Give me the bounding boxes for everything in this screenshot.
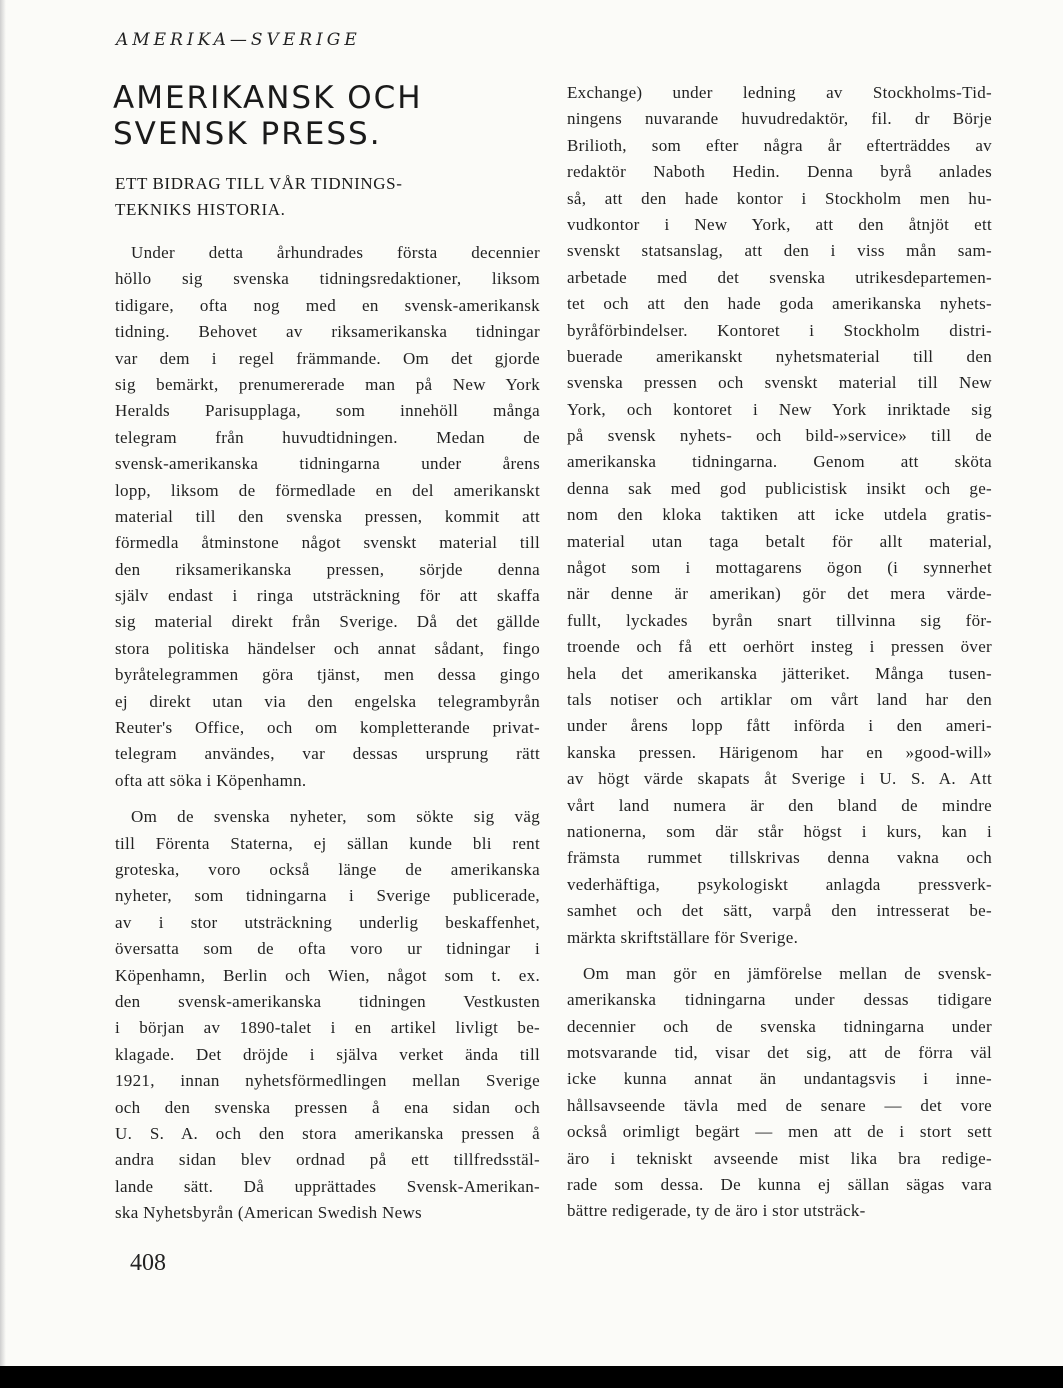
text-line: ningens nuvarande huvudredaktör, fil. dr Börje [567,109,992,129]
text-line: främsta rummet tillskrivas denna vakna och [567,848,992,868]
text-line: på svensk nyhets- och bild-»service» till de [567,426,992,446]
text-line: motsvarande tid, visar det sig, att de förra väl [567,1043,992,1063]
text-line: byråförbindelser. Kontoret i Stockholm distri- [567,320,992,340]
text-line: kanska pressen. Härigenom har en »good-will» [567,742,992,762]
text-line: märkta skriftställare för Sverige. [567,927,799,947]
text-line: Brilioth, som efter några år efterträddes av [567,135,992,155]
paragraph [567,80,992,951]
text-line: ofta att söka i Köpenhamn. [115,770,307,790]
article-title-line: AMERIKANSK OCH [113,80,423,116]
text-line: vårt land numera är den bland de mindre [567,795,992,815]
text-line: vederhäftiga, psykologiskt anlagda pressverk- [567,874,992,894]
text-line: Om man gör en jämförelse mellan de svensk- [583,963,992,983]
text-line: stora politiska händelser och annat sådant, fingo [115,638,540,658]
text-line: vudkontor i New York, att den åtnjöt ett [567,214,992,234]
text-line: nom den kloka taktiken att icke utdela gratis- [567,505,992,525]
text-line: troende och få ett oerhört insteg i pressen över [567,637,992,657]
text-line: tals notiser och artiklar om vårt land har den [567,689,992,709]
text-line: telegram användes, var dessas ursprung rätt [115,744,540,764]
text-line: av högt värde skapats åt Sverige i U. S. A. Att [567,769,992,789]
text-line: den riksamerikanska pressen, sörjde denna [115,559,540,579]
left-column [115,240,540,1226]
article-subtitle [115,171,535,223]
text-line: Exchange) under ledning av Stockholms-Tid- [567,83,992,102]
text-line: nationerna, som där står högst i kurs, kan i [567,821,992,841]
text-line: nyheter, som tidningarna i Sverige publicerade, [115,886,540,906]
text-line: tidigare, ofta nog med en svensk-amerikansk [115,295,540,315]
text-line: Köpenhamn, Berlin och Wien, något som t. ex. [115,965,540,985]
text-line: något som i mottagarens ögon (i synnerhet [567,558,992,578]
article-title-line: SVENSK PRESS. [113,116,382,152]
text-line: av i stor utsträckning underlig beskaffenhet, [115,912,540,932]
text-line: klagade. Det dröjde i själva verket ända till [115,1044,540,1064]
text-line: i början av 1890-talet i en artikel livligt be- [115,1018,540,1038]
text-line: York, och kontoret i New York inriktade sig [567,399,992,419]
text-line: bättre redigerade, ty de äro i stor utsträck- [567,1201,866,1221]
text-line: svensk-amerikanska tidningarna under årens [115,454,540,474]
text-line: lande sätt. Då upprättades Svensk-Amerikan- [115,1176,540,1196]
text-line: Under detta århundrades första decennier [131,243,540,262]
text-line: när denne är amerikan) gör det mera värde- [567,584,992,604]
scan-border [0,1366,1063,1388]
text-line: höllo sig svenska tidningsredaktioner, liksom [115,269,540,289]
text-line: material utan taga betalt för allt material, [567,531,992,551]
text-line: svenska pressen och svenskt material till New [567,373,992,393]
article-subtitle-line: TEKNIKS HISTORIA. [115,200,286,219]
text-line: decennier och de svenska tidningarna under [567,1016,992,1036]
text-line: 1921, innan nyhetsförmedlingen mellan Sverige [115,1071,540,1091]
running-head: AMERIKA—SVERIGE [116,30,361,50]
text-line: så, att den hade kontor i Stockholm men hu- [567,188,992,208]
paragraph [115,240,540,794]
paragraph [115,804,540,1226]
text-line: själv endast i ringa utsträckning för att skaffa [115,586,540,606]
text-line: äro i tekniskt avseende mist lika bra redige- [567,1148,992,1168]
text-line: förmedla åtminstone något svenskt material till [115,533,540,553]
text-line: arbetade med det svenska utrikesdepartemen- [567,267,992,287]
text-line: byråtelegrammen göra tjänst, men dessa gingo [115,665,540,685]
page-number: 408 [130,1250,166,1276]
text-line: den svensk-amerikanska tidningen Vestkusten [115,991,540,1011]
text-line: ska Nyhetsbyrån (American Swedish News [115,1203,422,1223]
text-line: andra sidan blev ordnad på ett tillfredsstäl- [115,1150,540,1170]
text-line: lopp, liksom de förmedlade en del amerikanskt [115,480,540,500]
text-line: också orimligt begärt — men att de i stort sett [567,1122,992,1142]
text-line: Om de svenska nyheter, som sökte sig väg [131,807,540,827]
text-line: telegram från huvudtidningen. Medan de [115,427,540,447]
text-line: denna sak med god publicistisk insikt och ge- [567,478,992,498]
text-line: icke kunna annat än undantagsvis i inne- [567,1069,992,1089]
page-edge-shadow [0,0,6,1366]
text-line: var dem i regel främmande. Om det gjorde [115,348,540,368]
text-line: översatta som de ofta voro ur tidningar i [115,939,540,959]
text-line: sig bemärkt, prenumererade man på New York [115,374,540,394]
text-line: ej direkt utan via den engelska telegrambyrån [115,691,540,711]
text-line: och den svenska pressen å ena sidan och [115,1097,540,1117]
text-line: svenskt statsanslag, att den i viss mån sam- [567,241,992,261]
text-line: rade som dessa. De kunna ej sällan sägas vara [567,1175,992,1195]
text-line: sig material direkt från Sverige. Då det gällde [115,612,540,632]
text-line: under årens lopp fått införda i den ameri- [567,716,992,736]
text-line: amerikanska tidningarna under dessas tidigare [567,990,992,1010]
text-line: material till den svenska pressen, kommit att [115,506,540,526]
text-line: groteska, voro också länge de amerikanska [115,859,540,879]
text-line: till Förenta Staterna, ej sällan kunde bli rent [115,833,540,853]
right-column [567,80,992,1225]
text-line: samhet och det sätt, varpå den intresserat be- [567,901,992,921]
text-line: tet och att den hade goda amerikanska nyhets- [567,294,992,314]
text-line: tidning. Behovet av riksamerikanska tidningar [115,322,540,342]
text-line: fullt, lyckades byrån snart tillvinna sig för- [567,610,992,630]
text-line: U. S. A. och den stora amerikanska pressen å [115,1123,540,1143]
text-line: redaktör Naboth Hedin. Denna byrå anlades [567,162,992,182]
text-line: buerade amerikanskt nyhetsmaterial till den [567,346,992,366]
text-line: Reuter's Office, och om kompletterande privat- [115,718,540,738]
article-subtitle-line: ETT BIDRAG TILL VÅR TIDNINGS- [115,174,403,193]
article-title [113,80,533,152]
text-line: hållsavseende tävla med de senare — det vore [567,1095,992,1115]
paragraph [567,961,992,1225]
text-line: Heralds Parisupplaga, som innehöll många [115,401,540,421]
text-line: hela det amerikanska jätteriket. Många tusen- [567,663,992,683]
text-line: amerikanska tidningarna. Genom att sköta [567,452,992,472]
